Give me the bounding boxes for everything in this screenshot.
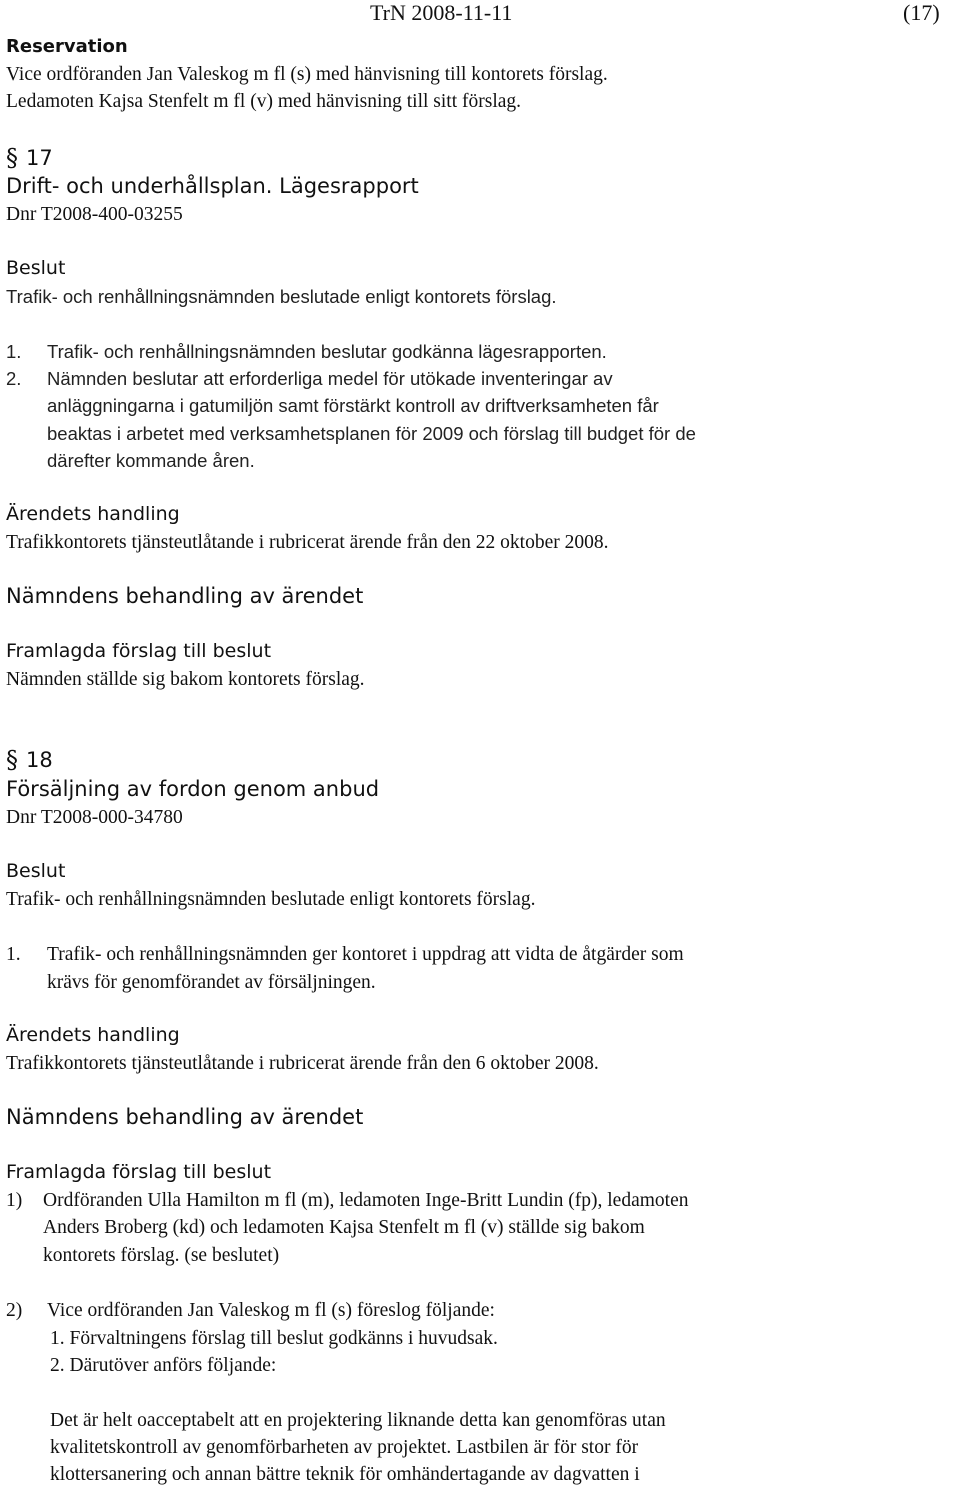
point-number: 2.: [6, 368, 22, 389]
section-icon: §: [6, 746, 18, 774]
handling-heading: Ärendets handling: [6, 1024, 180, 1046]
beslut-heading: Beslut: [6, 257, 66, 279]
framlagda-text: Nämnden ställde sig bakom kontorets förslag.: [6, 669, 365, 690]
point-number: 1.: [6, 341, 22, 362]
point-line: Trafik- och renhållningsnämnden ger kontoret i uppdrag att vidta de åtgärder som: [47, 944, 684, 965]
dnr: Dnr T2008-400-03255: [6, 204, 183, 225]
handling-text: Trafikkontorets tjänsteutlåtande i rubricerat ärende från den 22 oktober 2008.: [6, 532, 609, 553]
point-line: Nämnden beslutar att erforderliga medel för utökade inventeringar av: [47, 368, 613, 389]
quote-line: Det är helt oacceptabelt att en projektering liknande detta kan genomföras utan: [50, 1410, 666, 1431]
point-line: krävs för genomförandet av försäljningen.: [47, 972, 376, 993]
framlagda-heading: Framlagda förslag till beslut: [6, 640, 272, 662]
sub-point: 1. Förvaltningens förslag till beslut godkänns i huvudsak.: [50, 1328, 498, 1349]
proposal-line: Ordföranden Ulla Hamilton m fl (m), ledamoten Inge-Britt Lundin (fp), ledamoten: [43, 1190, 689, 1211]
item-title: Drift- och underhållsplan. Lägesrapport: [6, 174, 419, 198]
behandling-heading: Nämndens behandling av ärendet: [6, 584, 364, 608]
page-number: (17): [903, 0, 940, 25]
quote-line: kvalitetskontroll av genomförbarheten av projektet. Lastbilen är för stor för: [50, 1437, 639, 1458]
point-number: 1.: [6, 944, 21, 965]
reservation-line: Vice ordföranden Jan Valeskog m fl (s) med hänvisning till kontorets förslag.: [6, 64, 608, 85]
proposal-line: Anders Broberg (kd) och ledamoten Kajsa Stenfelt m fl (v) ställde sig bakom: [43, 1217, 645, 1238]
point-line: därefter kommande åren.: [47, 450, 255, 471]
behandling-heading: Nämndens behandling av ärendet: [6, 1105, 364, 1129]
point-line: beaktas i arbetet med verksamhetsplanen för 2009 och förslag till budget för de: [47, 423, 696, 444]
reservation-line: Ledamoten Kajsa Stenfelt m fl (v) med hänvisning till sitt förslag.: [6, 91, 522, 112]
point-line: Trafik- och renhållningsnämnden beslutar godkänna lägesrapporten.: [47, 341, 607, 362]
proposal-number: 2): [6, 1300, 23, 1321]
sub-point: 2. Därutöver anförs följande:: [50, 1355, 277, 1376]
item-title: Försäljning av fordon genom anbud: [6, 777, 380, 801]
beslut-text: Trafik- och renhållningsnämnden beslutade enligt kontorets förslag.: [6, 286, 557, 307]
framlagda-heading: Framlagda förslag till beslut: [6, 1161, 272, 1183]
section-icon: §: [6, 144, 18, 172]
quote-line: klottersanering och annan bättre teknik för omhändertagande av dagvatten i: [50, 1464, 640, 1485]
reservation-heading: Reservation: [6, 36, 128, 57]
item-number: 17: [26, 146, 53, 170]
item-number: 18: [26, 748, 53, 772]
point-line: anläggningarna i gatumiljön samt förstärkt kontroll av driftverksamheten får: [47, 395, 659, 416]
proposal-line: kontorets förslag. (se beslutet): [43, 1245, 280, 1266]
beslut-text: Trafik- och renhållningsnämnden beslutade enligt kontorets förslag.: [6, 889, 536, 910]
handling-text: Trafikkontorets tjänsteutlåtande i rubricerat ärende från den 6 oktober 2008.: [6, 1053, 599, 1074]
dnr: Dnr T2008-000-34780: [6, 807, 183, 828]
proposal-line: Vice ordföranden Jan Valeskog m fl (s) föreslog följande:: [47, 1300, 495, 1321]
beslut-heading: Beslut: [6, 860, 66, 882]
proposal-number: 1): [6, 1190, 23, 1211]
handling-heading: Ärendets handling: [6, 503, 180, 525]
header-date: TrN 2008-11-11: [370, 0, 513, 25]
